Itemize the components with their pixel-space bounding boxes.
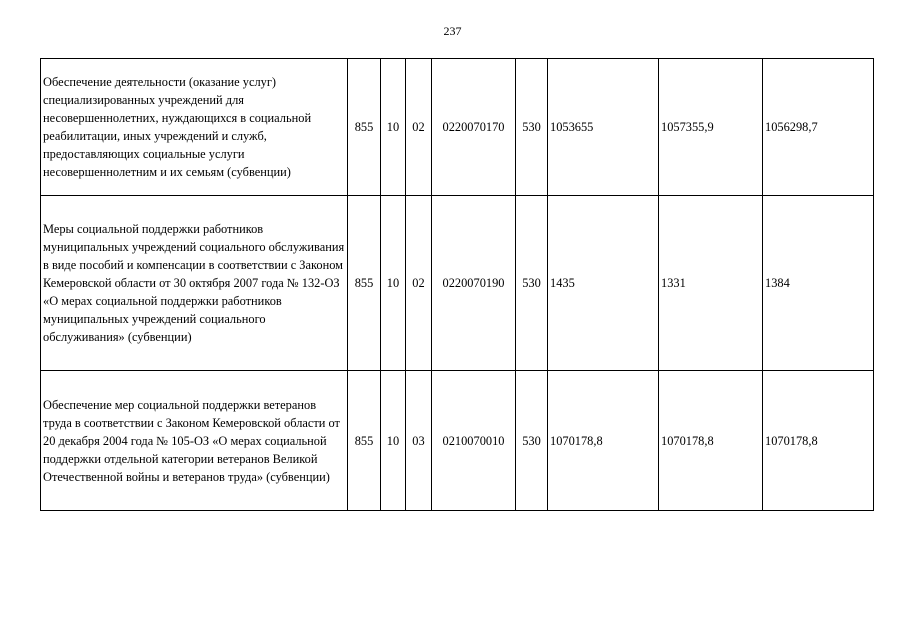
amount-2-cell: 1331 [659,196,763,371]
section-code-cell: 10 [381,196,406,371]
subsection-code-cell: 02 [406,196,432,371]
table-row [41,59,874,196]
budget-table [40,58,874,511]
amount-3-cell: 1056298,7 [763,59,874,196]
target-article-cell: 0220070190 [432,196,516,371]
section-code-cell: 10 [381,371,406,511]
ministry-code-cell: 855 [348,59,381,196]
expense-name-cell: Обеспечение мер социальной поддержки ветеранов труда в соответствии с Законом Кемеровской области от 20 декабря 2004 года № 105-ОЗ «О мерах социальной поддержки отдельной категории ветеранов Великой Отечественной войны и ветеранов труда» (субвенции) [41,371,348,511]
target-article-cell: 0210070010 [432,371,516,511]
amount-3-cell: 1384 [763,196,874,371]
amount-1-cell: 1053655 [548,59,659,196]
ministry-code-cell: 855 [348,196,381,371]
section-code-cell: 10 [381,59,406,196]
expense-type-cell: 530 [516,371,548,511]
amount-2-cell: 1057355,9 [659,59,763,196]
amount-2-cell: 1070178,8 [659,371,763,511]
expense-type-cell: 530 [516,59,548,196]
target-article-cell: 0220070170 [432,59,516,196]
page-number: 237 [443,24,462,38]
expense-type-cell: 530 [516,196,548,371]
subsection-code-cell: 03 [406,371,432,511]
table-row [41,371,874,511]
table-row [41,196,874,371]
expense-name-cell: Меры социальной поддержки работников муниципальных учреждений социального обслуживания в виде пособий и компенсации в соответствии с Законом Кемеровской области от 30 октября 2007 года № 132-ОЗ «О мерах социальной поддержки работников муниципальных учреждений социального обслуживания» (субвенции) [41,196,348,371]
amount-1-cell: 1070178,8 [548,371,659,511]
ministry-code-cell: 855 [348,371,381,511]
amount-3-cell: 1070178,8 [763,371,874,511]
expense-name-cell: Обеспечение деятельности (оказание услуг) специализированных учреждений для несовершеннолетних, нуждающихся в социальной реабилитации, иных учреждений и служб, предоставляющих социальные услуги несовершеннолетним и их семьям (субвенции) [41,59,348,196]
amount-1-cell: 1435 [548,196,659,371]
subsection-code-cell: 02 [406,59,432,196]
